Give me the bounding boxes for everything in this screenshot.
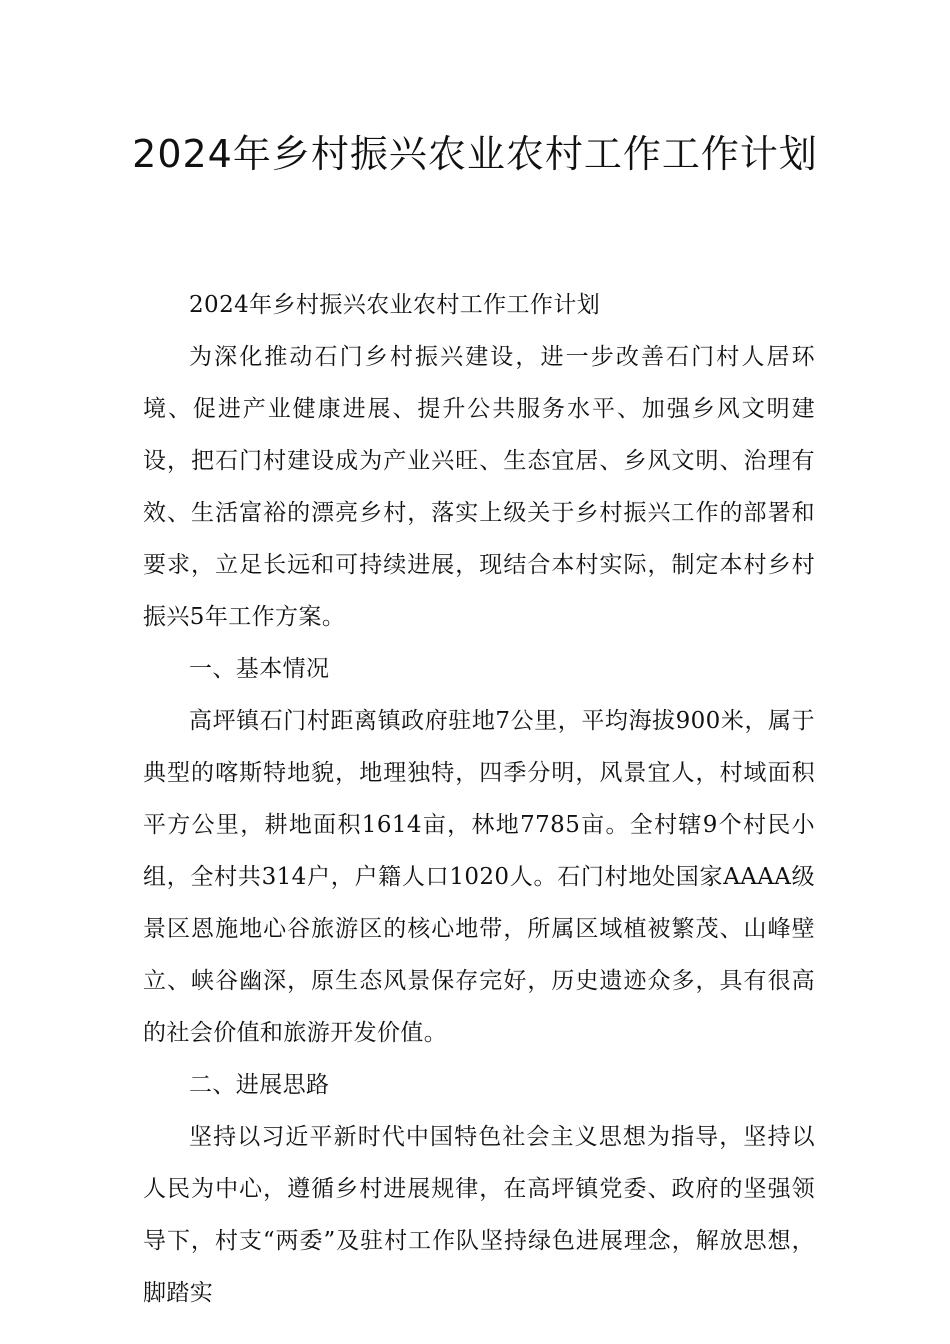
paragraph-intro: 为深化推动石门乡村振兴建设，进一步改善石门村人居环境、促进产业健康进展、提升公共服务水平、加强乡风文明建设，把石门村建设成为产业兴旺、生态宜居、乡风文明、治理有效、生活富裕的漂亮乡村，落实上级关于乡村振兴工作的部署和要求，立足长远和可持续进展，现结合本村实际，制定本村乡村振兴5年工作方案。: [143, 344, 815, 630]
section-heading-basic-situation: 一、基本情况: [189, 656, 330, 682]
paragraph-basic-situation: 高坪镇石门村距离镇政府驻地7公里，平均海拔900米，属于典型的喀斯特地貌，地理独特，四季分明，风景宜人，村域面积平方公里，耕地面积1614亩，林地7785亩。全村辖9个村民小组，全村共314户，户籍人口1020人。石门村地处国家AAAA级景区恩施地心谷旅游区的核心地带，所属区域植被繁茂、山峰壁立、峡谷幽深，原生态风景保存完好，历史遗迹众多，具有很高的社会价值和旅游开发价值。: [143, 708, 815, 1046]
paragraph-development-ideas: 坚持以习近平新时代中国特色社会主义思想为指导，坚持以人民为中心，遵循乡村进展规律，在高坪镇党委、政府的坚强领导下，村支“两委”及驻村工作队坚持绿色进展理念，解放思想，脚踏实: [143, 1124, 815, 1306]
section-heading-development-ideas: 二、进展思路: [189, 1072, 330, 1098]
paragraph-subtitle: 2024年乡村振兴农业农村工作工作计划: [189, 292, 601, 318]
document-body: [143, 279, 815, 1319]
document-title: 2024年乡村振兴农业农村工作工作计划: [132, 132, 818, 176]
